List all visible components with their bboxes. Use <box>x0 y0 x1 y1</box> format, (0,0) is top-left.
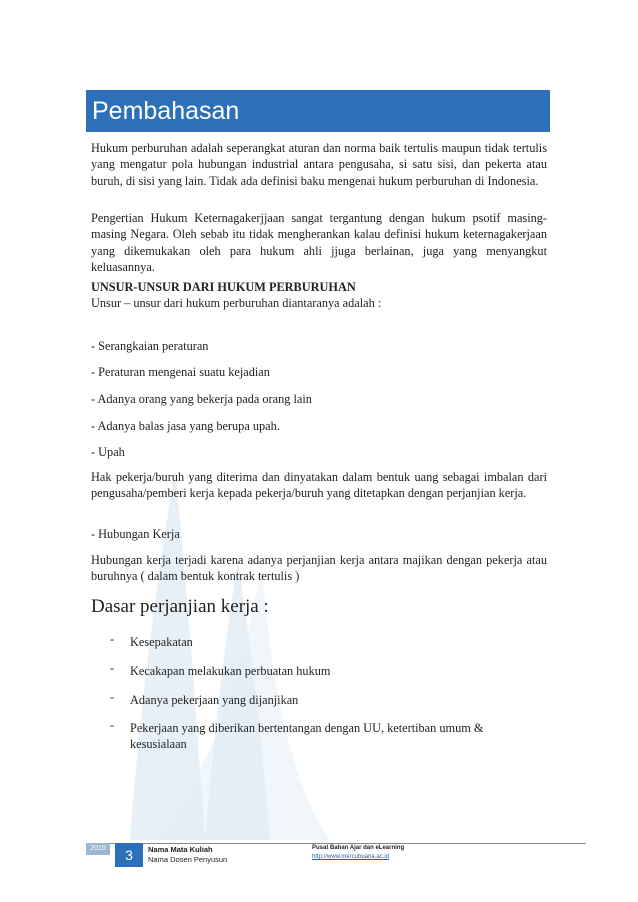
bullet-symbol: - <box>110 718 115 732</box>
paragraph-understanding: Pengertian Hukum Keternagakerjjaan sangat tergantung dengan hukum psotif masing-masing Negara. Oleh sebab itu tidak mengherankan kalau definisi hukum keternagakerjaan yang dikemukakan oleh para hukum ahli jjuga berlainan, juga yang menyangkut keluasannya. <box>91 211 547 275</box>
basis-item: Pekerjaan yang diberikan bertentangan dengan UU, ketertiban umum & kesusialaan <box>130 721 484 752</box>
paragraph-definition: Hukum perburuhan adalah seperangkat aturan dan norma baik tertulis maupun tidak tertulis yang mengatur pola hubungan industrial antara pengusaha, si satu sisi, dan pekerta atau buruh, di sisi yang lain. Tidak ada definisi baku mengenai hukum perburuhan di Indonesia. <box>91 141 547 188</box>
bullet-symbol: - <box>110 632 115 646</box>
basis-item: Adanya pekerjaan yang dijanjikan <box>130 693 299 707</box>
lecturer-name: Nama Dosen Penyusun <box>148 855 228 864</box>
bullet-symbol: - <box>110 690 115 704</box>
elements-intro: Unsur – unsur dari hukum perburuhan diantaranya adalah : <box>91 296 382 310</box>
list-item: - Serangkaian peraturan <box>91 339 209 353</box>
center-name: Pusat Bahan Ajar dan eLearning <box>312 845 405 851</box>
paragraph-wage: Hak pekerja/buruh yang diterima dan dinyatakan dalam bentuk uang sebagai imbalan dari pengusaha/pemberi kerja kepada pekerja/buruh yang ditetapkan dengan perjanjian kerja. <box>91 470 547 501</box>
list-item: - Peraturan mengenai suatu kejadian <box>91 365 270 379</box>
paragraph-employment: Hubungan kerja terjadi karena adanya perjanjian kerja antara majikan dengan pekerja atau buruhnya ( dalam bentuk kontrak tertulis ) <box>91 553 547 584</box>
list-item: - Upah <box>91 445 125 459</box>
center-url-link[interactable]: http://www.mercubuana.ac.id <box>312 854 390 860</box>
basis-item: Kesepakatan <box>130 635 193 649</box>
section-title-banner: Pembahasan <box>86 90 550 132</box>
footer-divider <box>86 843 586 844</box>
basis-item: Kecakapan melakukan perbuatan hukum <box>130 664 331 678</box>
list-item: - Adanya balas jasa yang berupa upah. <box>91 419 280 433</box>
bullet-symbol: - <box>110 661 115 675</box>
list-item: - Hubungan Kerja <box>91 527 180 541</box>
page-number: 3 <box>115 843 143 867</box>
heading-elements: UNSUR-UNSUR DARI HUKUM PERBURUHAN <box>91 280 356 294</box>
course-name: Nama Mata Kuliah <box>148 845 213 854</box>
footer-year: 2015 <box>86 843 110 855</box>
list-item: - Adanya orang yang bekerja pada orang lain <box>91 392 312 406</box>
section-heading-basis: Dasar perjanjian kerja : <box>91 596 269 617</box>
